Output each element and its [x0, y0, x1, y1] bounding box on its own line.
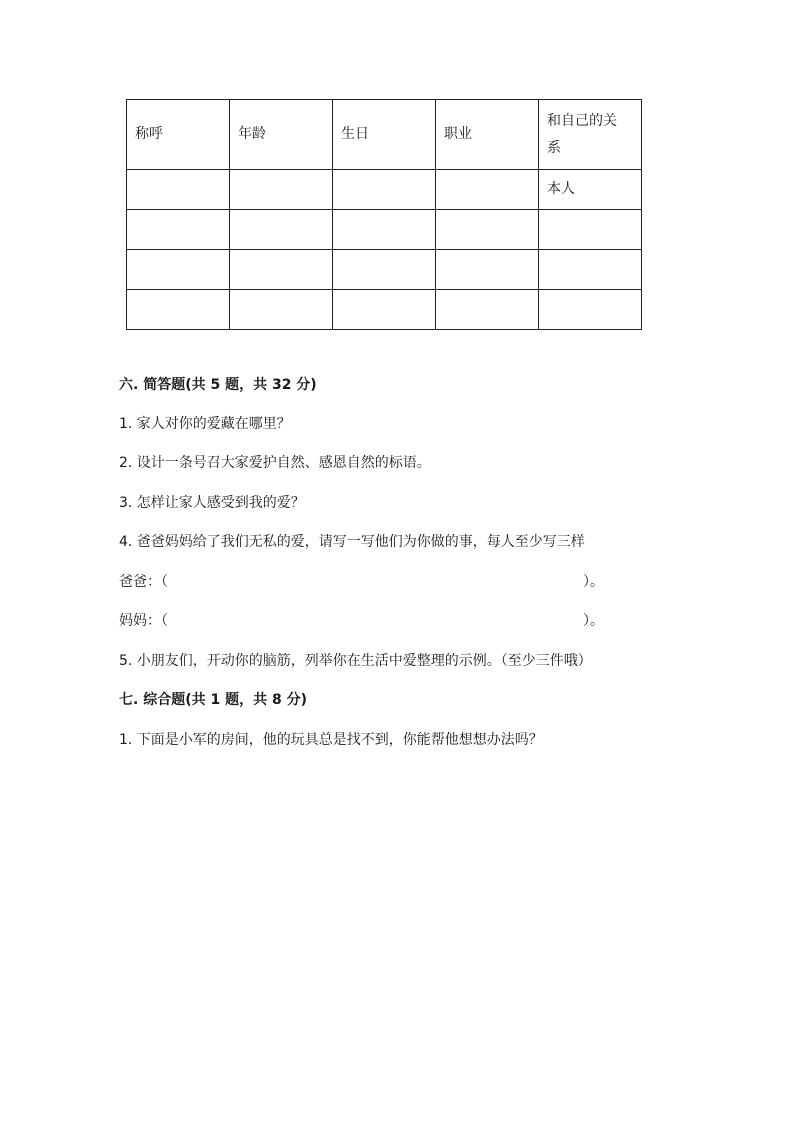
table-cell[interactable] [333, 170, 436, 210]
table-cell[interactable] [539, 210, 642, 250]
table-cell[interactable] [333, 290, 436, 330]
header-cell-occupation: 职业 [436, 100, 539, 170]
header-cell-relation: 和自己的关系 [539, 100, 642, 170]
question-6-3: 3. 怎样让家人感受到我的爱？ [119, 495, 305, 511]
table-cell[interactable] [539, 250, 642, 290]
section-6-title: 六. 简答题(共 5 题，共 32 分) [119, 377, 317, 393]
table-cell[interactable] [436, 210, 539, 250]
table-cell[interactable] [230, 210, 333, 250]
section-7-title: 七. 综合题(共 1 题，共 8 分) [119, 692, 307, 708]
table-cell[interactable] [333, 250, 436, 290]
table-cell[interactable] [230, 250, 333, 290]
table-row [127, 170, 642, 210]
header-cell-birthday: 生日 [333, 100, 436, 170]
question-6-5: 5. 小朋友们，开动你的脑筋，列举你在生活中爱整理的示例。（至少三件哦） [119, 653, 592, 669]
table-cell[interactable] [230, 290, 333, 330]
header-cell-age: 年龄 [230, 100, 333, 170]
dad-answer-label: 爸爸：（ [119, 574, 168, 590]
table-cell[interactable] [436, 250, 539, 290]
table-row [127, 250, 642, 290]
dad-answer-close: ）。 [583, 574, 604, 590]
table-cell[interactable] [436, 170, 539, 210]
question-6-1: 1. 家人对你的爱藏在哪里？ [119, 416, 291, 432]
table-cell[interactable] [127, 290, 230, 330]
header-cell-title: 称呼 [127, 100, 230, 170]
table-cell[interactable] [333, 210, 436, 250]
table-header-row [127, 100, 642, 170]
mom-answer-close: ）。 [583, 613, 604, 629]
family-info-table [126, 99, 642, 330]
question-6-4: 4. 爸爸妈妈给了我们无私的爱，请写一写他们为你做的事，每人至少写三样 [119, 534, 585, 550]
table-cell[interactable] [127, 170, 230, 210]
table-cell[interactable] [539, 290, 642, 330]
table-cell[interactable] [127, 210, 230, 250]
table-cell[interactable] [230, 170, 333, 210]
question-7-1: 1. 下面是小军的房间，他的玩具总是找不到，你能帮他想想办法吗？ [119, 732, 543, 748]
question-6-2: 2. 设计一条号召大家爱护自然、感恩自然的标语。 [119, 455, 431, 471]
table-row [127, 290, 642, 330]
table-row [127, 210, 642, 250]
mom-answer-label: 妈妈：（ [119, 613, 168, 629]
table-cell: 本人 [539, 170, 642, 210]
table-cell[interactable] [436, 290, 539, 330]
table-cell[interactable] [127, 250, 230, 290]
